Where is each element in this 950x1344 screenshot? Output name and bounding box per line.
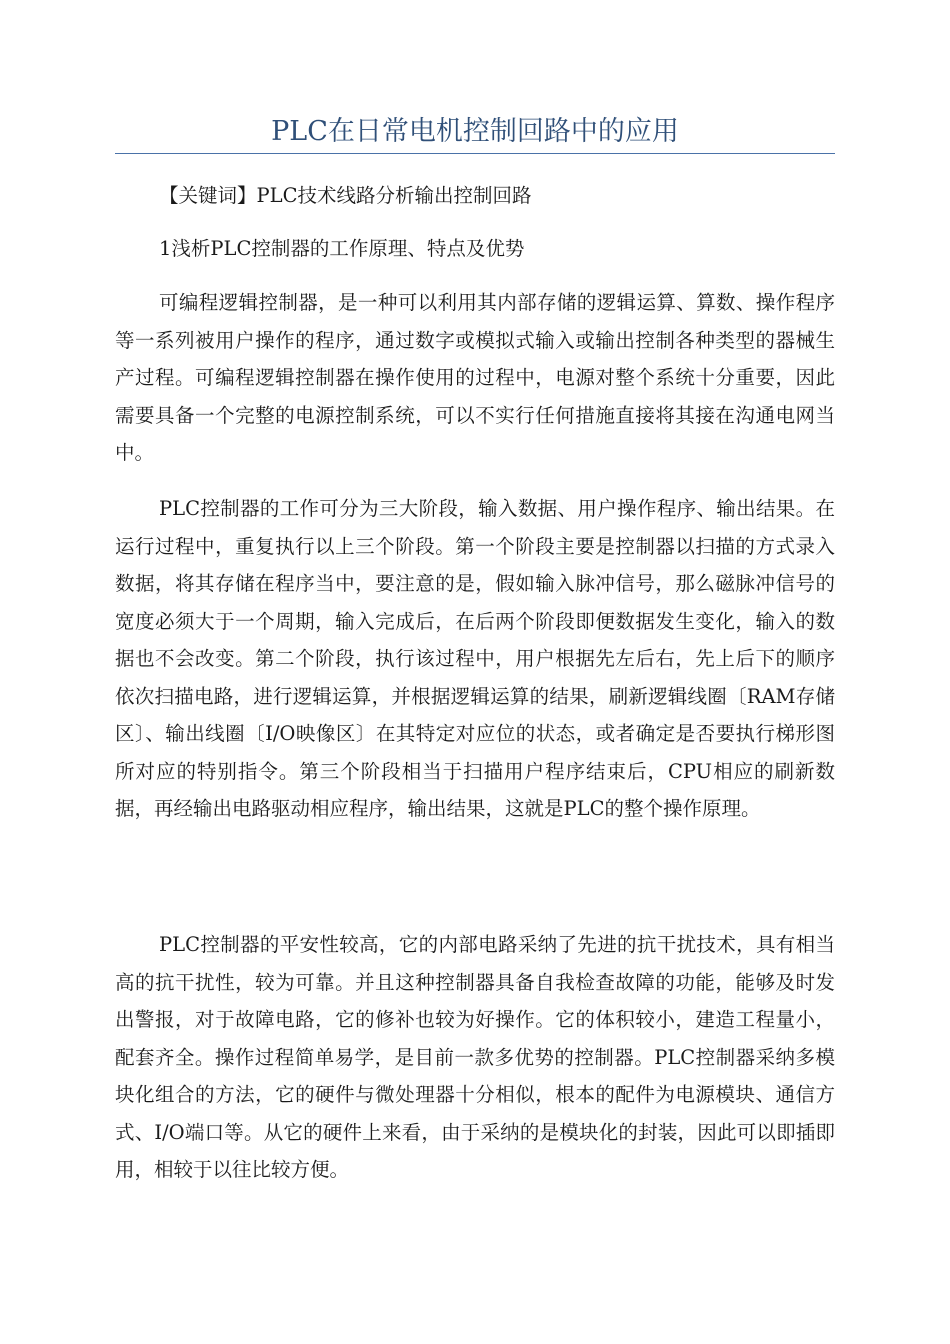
body-paragraph-3: PLC控制器的平安性较高，它的内部电路采纳了先进的抗干扰技术，具有相当高的抗干扰性，较为可靠。并且这种控制器具备自我检查故障的功能，能够及时发出警报，对于故障电路，它的修补也较为好操作。它的体积较小，建造工程量小，配套齐全。操作过程简单易学，是目前一款多优势的控制器。PLC控制器采纳多模块化组合的方法，它的硬件与微处理器十分相似，根本的配件为电源模块、通信方式、I/O端口等。从它的硬件上来看，由于采纳的是模块化的封装，因此可以即插即用，相较于以往比较方便。 xyxy=(115,933,835,1181)
body-paragraph-1: 可编程逻辑控制器，是一种可以利用其内部存储的逻辑运算、算数、操作程序等一系列被用户操作的程序，通过数字或模拟式输入或输出控制各种类型的器械生产过程。可编程逻辑控制器在操作使用的过程中，电源对整个系统十分重要，因此需要具备一个完整的电源控制系统，可以不实行任何措施直接将其接在沟通电网当中。 xyxy=(115,291,835,464)
section-heading: 1浅析PLC控制器的工作原理、特点及优势 xyxy=(159,237,525,260)
document-title: PLC在日常电机控制回路中的应用 xyxy=(271,116,679,147)
keywords-line: 【关键词】PLC技术线路分析输出控制回路 xyxy=(159,184,532,207)
title-underline xyxy=(115,153,835,154)
body-paragraph-2: PLC控制器的工作可分为三大阶段，输入数据、用户操作程序、输出结果。在运行过程中，重复执行以上三个阶段。第一个阶段主要是控制器以扫描的方式录入数据，将其存储在程序当中，要注意的是，假如输入脉冲信号，那么磁脉冲信号的宽度必须大于一个周期，输入完成后，在后两个阶段即便数据发生变化，输入的数据也不会改变。第二个阶段，执行该过程中，用户根据先左后右，先上后下的顺序依次扫描电路，进行逻辑运算，并根据逻辑运算的结果，刷新逻辑线圈〔RAM存储区〕、输出线圈〔I/O映像区〕在其特定对应位的状态，或者确定是否要执行梯形图所对应的特别指令。第三个阶段相当于扫描用户程序结束后，CPU相应的刷新数据，再经输出电路驱动相应程序，输出结果，这就是PLC的整个操作原理。 xyxy=(115,497,835,820)
